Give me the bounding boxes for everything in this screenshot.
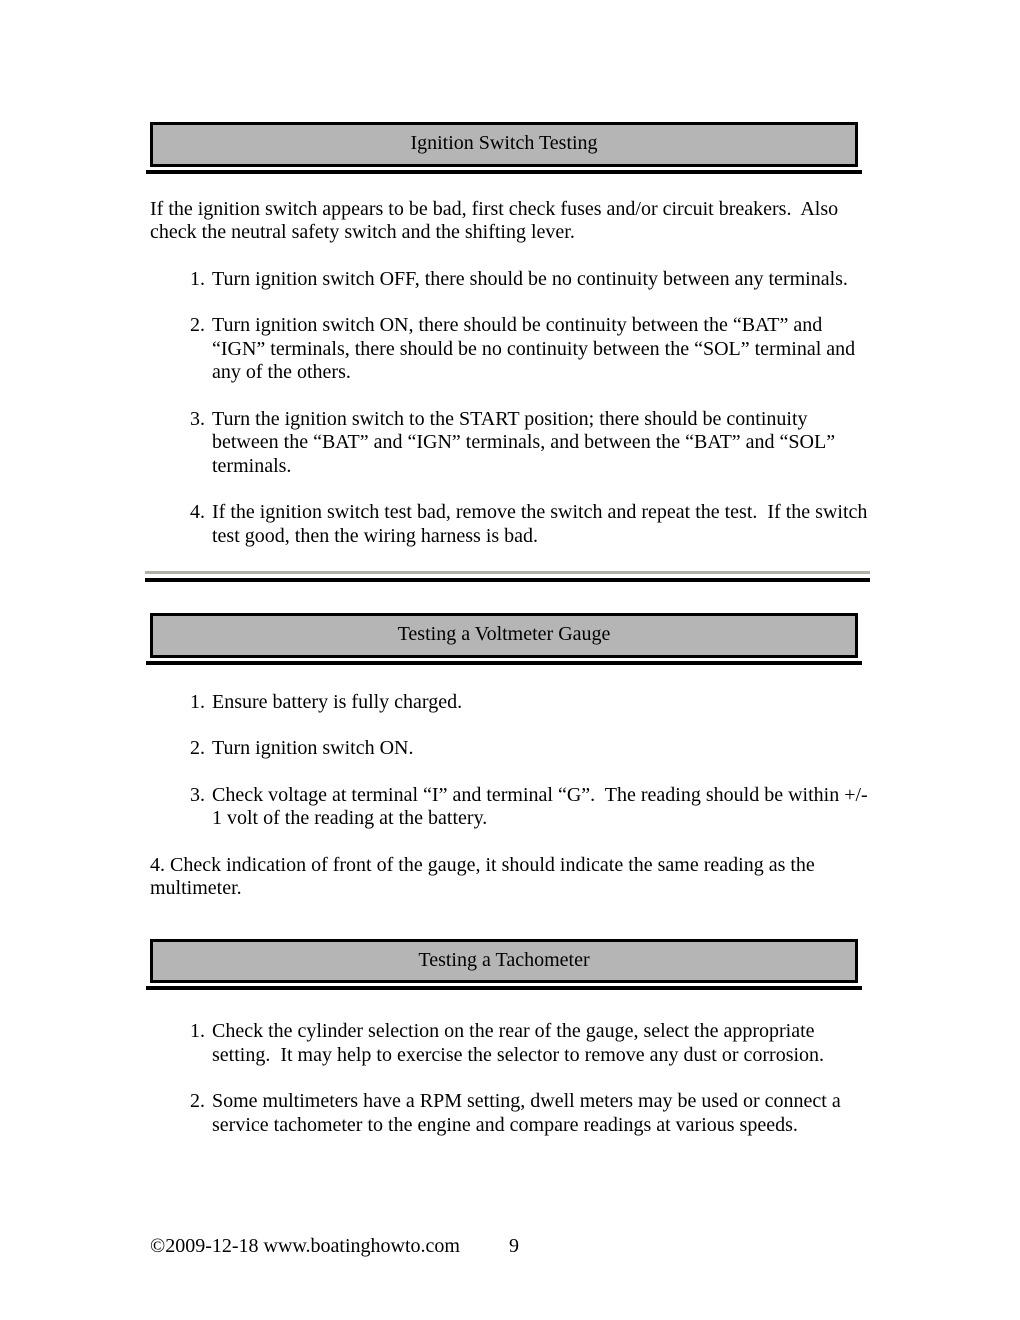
section-header-box	[150, 939, 858, 984]
section-title-voltmeter: Testing a Voltmeter Gauge	[397, 623, 611, 645]
divider-gray-line	[145, 571, 870, 574]
section-header-box	[150, 613, 858, 658]
header-underline-rule	[146, 661, 862, 665]
list-item: 2. Turn ignition switch ON, there should be continuity between the “BAT” and “IGN” terminals, there should be no continuity between the “SOL” terminal and any of the others.	[210, 314, 870, 385]
list-item: 3. Turn the ignition switch to the START position; there should be continuity between the “BAT” and “IGN” terminals, and between the “BAT” and “SOL” terminals.	[210, 408, 870, 479]
section-header-voltmeter	[150, 613, 858, 665]
list-item: 4. If the ignition switch test bad, remove the switch and repeat the test. If the switch test good, then the wiring harness is bad.	[210, 501, 870, 548]
section-voltmeter-gauge-testing	[0, 613, 1020, 901]
list-item: 2. Some multimeters have a RPM setting, dwell meters may be used or connect a service tachometer to the engine and compare readings at various speeds.	[210, 1090, 870, 1137]
ignition-test-steps	[150, 267, 873, 549]
section-header-tachometer	[150, 939, 858, 991]
section-ignition-switch-testing	[0, 0, 1020, 548]
section-divider	[145, 571, 870, 582]
list-item: 1. Check the cylinder selection on the rear of the gauge, select the appropriate setting. It may help to exercise the selector to remove any dust or corrosion.	[210, 1020, 870, 1067]
list-item: 3. Check voltage at terminal “I” and terminal “G”. The reading should be within +/- 1 volt of the reading at the battery.	[210, 784, 870, 831]
voltmeter-step4-paragraph: 4. Check indication of front of the gauge, it should indicate the same reading as the multimeter.	[150, 853, 820, 899]
header-underline-rule	[146, 986, 862, 990]
list-item: 2. Turn ignition switch ON.	[210, 737, 870, 761]
tachometer-test-steps	[150, 1020, 870, 1137]
section-header-box	[150, 122, 858, 167]
page-footer	[150, 1235, 519, 1259]
section-title-ignition: Ignition Switch Testing	[410, 132, 598, 154]
voltmeter-test-steps	[150, 690, 873, 831]
ignition-intro-paragraph: If the ignition switch appears to be bad, first check fuses and/or circuit breakers. Also check the neutral safety switch and the shifting lever.	[150, 197, 844, 243]
list-item: 1. Turn ignition switch OFF, there should be no continuity between any terminals.	[210, 268, 870, 292]
section-header-ignition	[150, 0, 858, 174]
page-number: 9	[508, 1235, 519, 1257]
section-tachometer-testing	[0, 939, 1020, 1138]
divider-black-line	[145, 578, 870, 582]
section-title-tachometer: Testing a Tachometer	[418, 948, 590, 971]
copyright-text: ©2009-12-18 www.boatinghowto.com	[150, 1235, 460, 1257]
header-underline-rule	[146, 170, 862, 174]
list-item: 1. Ensure battery is fully charged.	[210, 691, 870, 715]
